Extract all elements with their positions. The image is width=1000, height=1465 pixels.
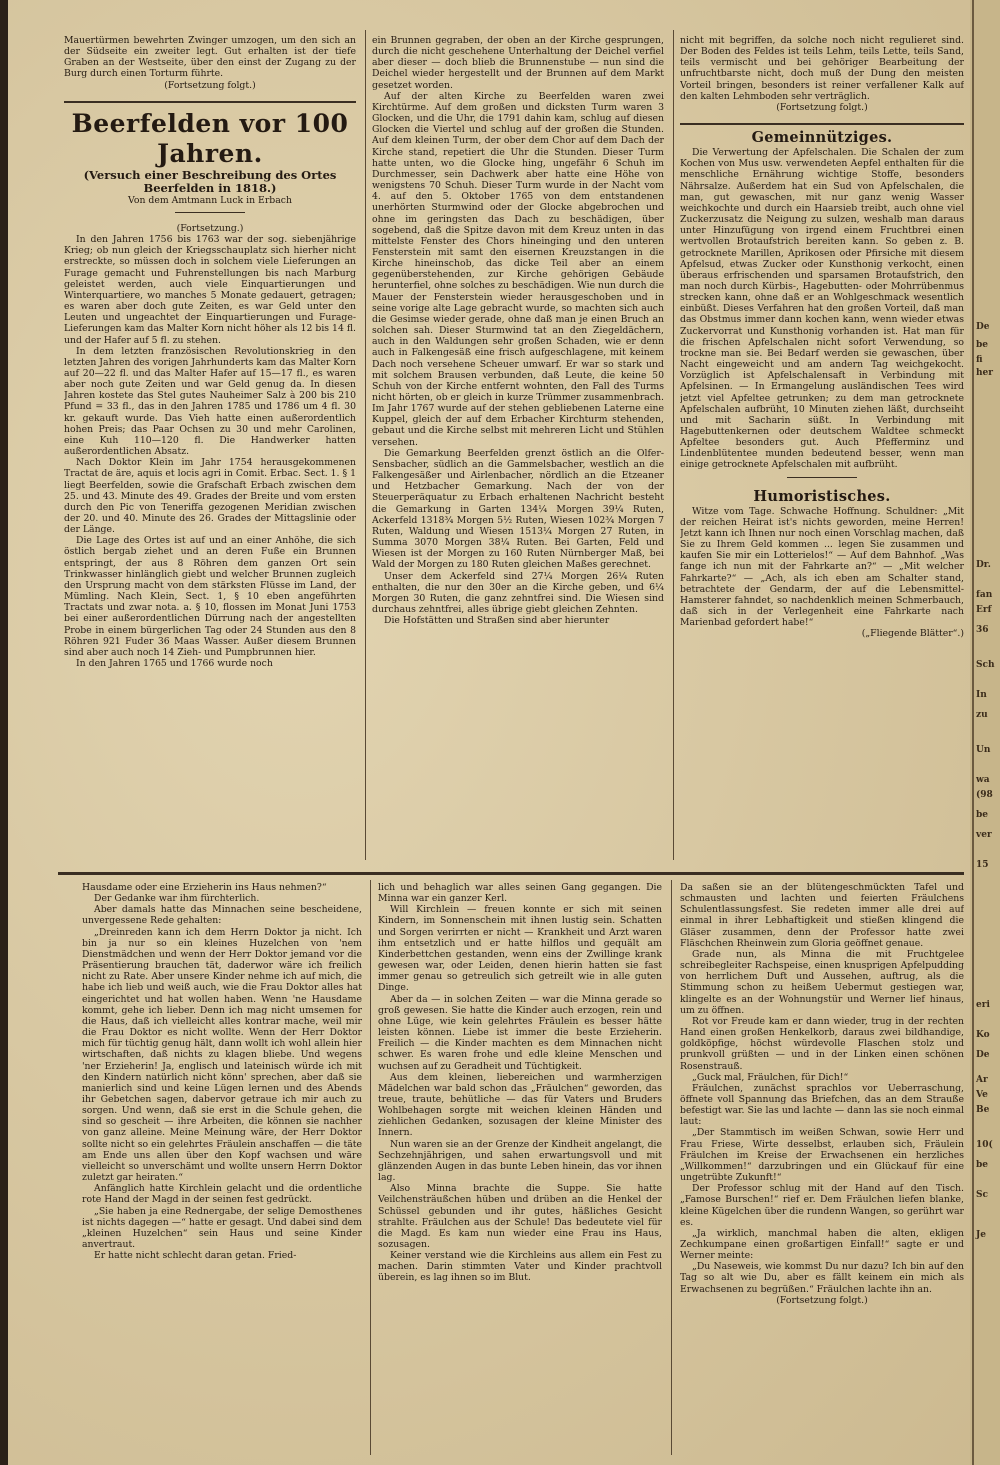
edge-text-fragment: Ko [976,1030,990,1040]
edge-text-fragment: be [976,1160,989,1170]
edge-text-fragment: zu [976,710,988,720]
story-paragraph: Rot vor Freude kam er dann wieder, trug in der rechten Hand einen großen Henkelkorb, daraus zwei bildhandige, goldköpfige, höchst würdevolle Flaschen stolz und prunkvoll grüßten — und in der Linken einen schönen Rosenstrauß. [680,1015,964,1072]
top-column-2 [372,35,664,855]
col1-intro: Mauertürmen bewehrten Zwinger umzogen, um den sich an der Südseite ein zweiter legt. Gut erhalten ist der tiefe Graben an der Westseite, über den einst der Zugang zu der Burg durch einen Torturm führte. [64,35,356,80]
bottom-column-2 [378,882,662,1452]
edge-text-fragment: Sch [976,660,995,670]
edge-text-fragment: eri [976,1000,990,1010]
story-paragraph: Hausdame oder eine Erzieherin ins Haus nehmen?“ [82,882,327,893]
story-paragraph: Aber damals hatte das Minnachen seine bescheidene, unvergessene Rede gehalten: [82,904,362,927]
edge-text-fragment: In [976,690,987,700]
article-paragraph: In den Jahren 1756 bis 1763 war der sog. siebenjährige Krieg; ob nun gleich der Kriegsschauplatz sich hierher nicht erstreckte, so müssen doch in solchem viele Lieferungen an Furage gemacht und Fuhrenstellungen bis nach Marburg geleistet werden, auch viele Einquartierungen und Winterquartiere, wo manches 5 Monate gedauert, getragen; es waren aber doch gute Zeiten, es war Geld unter den Leuten und ungeachtet der Einquartierungen und Furage-Lieferungen kam das Malter Korn nicht höher als 12 bis 14 fl. und der Hafer auf 5 fl. zu stehen. [64,234,356,346]
continued-note: (Fortsetzung folgt.) [776,1294,868,1306]
story-paragraph: „Ja wirklich, manchmal haben die alten, ekligen Zechkumpane einen großartigen Einfall!“ sagte er und Werner meinte: [680,1227,964,1262]
article-paragraph: In den Jahren 1765 und 1766 wurde noch [76,658,273,670]
edge-text-fragment: 15 [976,860,989,870]
story-paragraph: „Der Stammtisch im weißen Schwan, sowie Herr und Frau Friese, Wirte desselbst, erlauben sich, Fräulein Fräulchen im Kreise der Erwachsenen ein herzliches „Willkommen!“ darzubringen und ein Glückauf für eine ungetrübte Zukunft!“ [680,1127,964,1184]
continued-note: (Fortsetzung folgt.) [776,101,868,113]
story-paragraph: Nun waren sie an der Grenze der Kindheit angelangt, die Sechzehnjährigen, und sahen erwartungsvoll und mit glänzenden Augen in das bunte Leben hinein, das vor ihnen lag. [378,1138,662,1184]
edge-text-fragment: Un [976,745,991,755]
edge-text-fragment: Sc [976,1190,988,1200]
column-divider [370,880,371,1455]
newspaper-page [8,0,970,1465]
story-paragraph: „Sie haben ja eine Rednergabe, der selige Demosthenes ist nichts dagegen —“ hatte er gesagt. Und dabei sind dem „kleinen Huzelchen“ sein Haus und seine Kinder anvertraut. [82,1205,362,1250]
bottom-column-3 [680,882,964,1452]
story-paragraph: Aber da — in solchen Zeiten — war die Minna gerade so groß gewesen. Sie hatte die Kinder auch erzogen, rein und ohne Lüge, wie kein gelehrtes Fräulein es besser hätte leisten können. Liebe ist immer die beste Erzieherin. Freilich — die Kinder machten es dem Minnachen nicht schwer. Es waren frohe und edle kleine Menschen und wuchsen auf zu Geradheit und Tüchtigkeit. [378,993,662,1072]
adjacent-page-border [972,0,994,1465]
article-paragraph: ein Brunnen gegraben, der oben an der Kirche gesprungen, durch die nicht geschehene Unterhaltung der Deichel verfiel aber dieser — doch blieb die Brunnenstube — nun sind die Deichel wieder hergestellt und der Brunnen auf dem Markt gesetzet worden. [372,35,664,91]
edge-text-fragment: Erf [976,605,992,615]
continuation-marker: (Fortsetzung.) [176,222,244,234]
source-note: („Fliegende Blätter“.) [861,628,964,640]
bottom-column-1 [82,882,362,1452]
article-paragraph: Nach Doktor Klein im Jahr 1754 herausgekommenen Tractat de äre, aquis et locis agri in Comit. Erbac. Sect. 1. § 1 liegt Beerfelden, sowie die Grafschaft Erbach zwischen dem 25. und 43. Minute des 49. Grades der Breite und vom ersten durch den Pic von Teneriffa gezogenen Meridian zwischen der 20. und 40. Minute des 26. Grades der Mittagslinie oder der Länge. [64,457,356,536]
edge-text-fragment: her [976,368,994,378]
edge-text-fragment: De [976,322,990,332]
byline-rule [175,212,245,213]
edge-text-fragment: 36 [976,625,989,635]
story-paragraph: Er hatte nicht schlecht daran getan. Fried- [94,1250,297,1262]
story-paragraph: Der Professor schlug mit der Hand auf den Tisch. „Famose Burschen!“ rief er. Dem Fräulchen liefen blanke, kleine Kügelchen über die rundenn Wangen, so gerührt war es. [680,1183,964,1228]
article-paragraph: Unser dem Ackerfeld sind 27¼ Morgen 26¼ Ruten enthalten, die nur den 30er an die Kirche geben, und 6¼ Morgen 30 Ruten, die ganz zehntfrei sind. Die Wiesen sind durchaus zehntfrei, alles übrige giebt gleichen Zehnten. [372,570,664,615]
story-paragraph: „Du Naseweis, wie kommst Du nur dazu? Ich bin auf den Tag so alt wie Du, aber es fällt keinem ein mich als Erwachsenen zu begrüßen.“ Fräulchen lachte ihn an. [680,1261,964,1295]
story-paragraph: lich und behaglich war alles seinen Gang gegangen. Die Minna war ein ganzer Kerl. [378,882,662,905]
story-paragraph: Fräulchen, zunächst sprachlos vor Ueberraschung, öffnete voll Spannung das Briefchen, das an dem Strauße befestigt war. Sie las und lachte — dann las sie noch einmal laut: [680,1082,964,1128]
edge-text-fragment: Ar [976,1075,988,1085]
section-heading-humoristisches: Humoristisches. [753,487,891,505]
article-paragraph: Die Lage des Ortes ist auf und an einer Anhöhe, die sich östlich bergab ziehet und an deren Fuße ein Brunnen entspringt, der aus 8 Röhren dem ganzen Ort sein Trinkwasser hinlänglich giebt und welcher Brunnen zugleich den Ursprung macht von dem stärksten Flüsse im Land, der Mümling. Nach Klein, Sect. 1, § 10 eben angeführten Tractats und zwar nota. a. § 10, flossen im Monat Juni 1753 bei einer außerordentlichen Dürrung nach der angestellten Probe in einem bürgerlichen Tag oder 24 Stunden aus den 8 Röhren 921 Fuder 36 Maas Wasser. Außer diesem Brunnen sind aber auch noch 14 Zieh- und Pumpbrunnen hier. [64,535,356,658]
article-title: Beerfelden vor 100 Jahren. [71,108,349,168]
story-paragraph: „Guck mal, Fräulchen, für Dich!“ [692,1071,849,1083]
article-byline: Von dem Amtmann Luck in Erbach [128,194,292,206]
edge-text-fragment: be [976,810,989,820]
edge-text-fragment: be [976,340,989,350]
article-paragraph: Die Verwertung der Apfelschalen. Die Schalen der zum Kochen von Mus usw. verwendeten Aepfel enthalten für die menschliche Ernährung wichtige Stoffe, besonders Nährsalze. Außerdem hat ein Sud von Apfelschalen, die man, gut gewaschen, mit nur ganz wenig Wasser weichkochte und durch ein Haarsieb treibt, auch ohne viel Zuckerzusatz die Neigung zu sulzen, weshalb man daraus unter Hinzufügung von irgend einem Fruchtbrei einen wertvollen Brotaufstrich bereiten kann. So geben z. B. getrocknete Marillen, Aprikosen oder Pfirsiche mit diesem Apfelsud, etwas Zucker oder Kunsthonig verkocht, einen überaus erfrischenden und sparsamen Brotaufstrich, den man noch durch Kürbis-, Hagebutten- oder Mohrrübenmus strecken kann, ohne daß er an Wohlgeschmack wesentlich einbüßt. Dieses Verfahren hat den großen Vorteil, daß man das Obstmus immer dann kochen kann, wenn wieder etwas Zuckervorrat und Kunsthonig vorhanden ist. Hat man für die frischen Apfelschalen nicht sofort Verwendung, so trockne man sie. Bei Bedarf werden sie gewaschen, über Nacht eingeweicht und am andern Tag weichgekocht. Vorzüglich ist Apfelschalensaft in Verbindung mit Apfelsinen. — In Ermangelung ausländischen Tees wird jetzt viel Apfeltee getrunken; zu dem man getrocknete Apfelschalen aufbrüht, 10 Minuten ziehen läßt, durchseiht und mit Sacharin süßt. In Verbindung mit Hagebuttenkernen oder deutschem Waldtee schmeckt Apfeltee besonders gut. Auch Pfefferminz und Lindenblütentee munden bedeutend besser, wenn man einige getrocknete Apfelschalen mit aufbrüht. [680,147,964,471]
feuilleton-divider [58,872,964,875]
story-paragraph: Will Kirchlein — freuen konnte er sich mit seinen Kindern, im Sonnenschein mit ihnen lustig sein. Schatten und Sorgen verirrten er nicht — Krankheit und Arzt waren ihm entsetzlich und er hatte hilflos und gequält am Kinderbettchen gestanden, wenn eins der Zwillinge krank gewesen war, oder Leiden, denen hierin hatten sie fast immer genau so getreulich sich getreilt wie in alle guten Dinge. [378,904,662,994]
edge-text-fragment: wa [976,775,990,785]
top-column-1 [64,35,356,855]
column-divider [365,30,366,860]
col1-continued-note: (Fortsetzung folgt.) [164,79,256,91]
edge-text-fragment: fi [976,355,983,365]
column-divider [673,30,674,860]
article-paragraph: Die Gemarkung Beerfelden grenzt östlich an die Olfer-Sensbacher, südlich an die Gammelsbacher, westlich an die Falkengesäßer und Airlenbacher, nördlich an die Etzeaner und Hetzbacher Gemarkung. Nach der von der Steuerperäquatur zu Erbach erhaltenen Nachricht besteht die Gemarkung in Garten 134¼ Morgen 39¼ Ruten, Ackerfeld 1318¾ Morgen 5½ Ruten, Wiesen 102¾ Morgen 7 Ruten, Waldung und Wiesen 1513¼ Morgen 27 Ruten, in Summa 3070 Morgen 38¼ Ruten. Bei Garten, Feld und Wiesen ist der Morgen zu 160 Ruten Nürnberger Maß, bei Wald der Morgen zu 180 Ruten gleichen Maßes gerechnet. [372,447,664,571]
edge-text-fragment: 10( [976,1140,993,1150]
edge-text-fragment: De [976,1050,990,1060]
column-divider [671,880,672,1455]
edge-text-fragment: Be [976,1105,990,1115]
story-paragraph: Aus dem kleinen, liebereichen und warmherzigen Mädelchen war bald schon das „Fräulchen“ geworden, das treue, traute, behütliche — das für Vaters und Bruders Wohlbehagen sorgte mit weichen kleinen Händen und ziehlichen Gedanken, sozusagen der kleine Minister des Innern. [378,1071,662,1139]
article-subtitle: (Versuch einer Beschreibung des Ortes Beerfelden in 1818.) [83,167,337,195]
story-paragraph: Anfänglich hatte Kirchlein gelacht und die ordentliche rote Hand der Magd in der seinen fest gedrückt. [82,1183,362,1206]
section-rule [680,123,964,125]
section-heading-gemeinnuetziges: Gemeinnütziges. [751,129,893,147]
section-rule [787,477,857,478]
story-paragraph: Der Gedanke war ihm fürchterlich. [94,893,260,905]
edge-text-fragment: Je [976,1230,986,1240]
story-paragraph: „Dreinreden kann ich dem Herrn Doktor ja nicht. Ich bin ja nur so ein kleines Huzelchen von 'nem Dienstmädchen und wenn der Herr Doktor jemand vor die Präsentierung brauchen tät, daderwor wäre ich freilich nicht zu Rate. Aber unsere Kinder nehme ich auf mich, die habe ich lieb und weiß auch, wie die Frau Doktor alles hat eingerichtet und hat wollen haben. Wenn 'ne Hausdame kommt, gehe ich lieber. Denn ich mag nicht umsemen for die Haus, daß ich vielleicht alles kontrar mache, weil mir die Frau Doktor es nicht wollte. Wenn der Herr Doktor mich für tüchtig genug hält, dann wollt ich wohl allein hier wirtschaften, daß nichts zu klagen bliebe. Und wegens 'ner Erzieherin! Ja, englisch und lateinisch würde ich mit den Kindern natürlich nicht könn' sprechen, aber daß sie manierlich sind und keine Lügen lernen und des Abends ihr Gebetchen sagen, dabervor getraue ich mir auch zu sorgen. Und wenn, daß sie erst in die Schule gehen, die sind so gescheit — ihre Arbeiten, die können sie nachher von ganz alleine. Meine Meinung wäre, der Herr Doktor sollte nicht so ein gelehrtes Fräulein anschaffen — die täte am Ende uns allen über den Kopf wachsen und wäre vielleicht so unverschämt und wollte unsern Herrn Doktor zuletzt gar heiraten.“ [82,926,362,1184]
edge-text-fragment: ver [976,830,992,840]
article-paragraph: In dem letzten französischen Revolutionskrieg in den letzten Jahren des vorigen Jahrhunderts kam das Malter Korn auf 20—22 fl. und das Malter Hafer auf 15—17 fl., es waren aber noch gute Zeiten und war Geld genug da. In diesen Jahren kostete das Stel gutes Nauheimer Salz à 200 bis 210 Pfund = 33 fl., das in den Jahren 1785 und 1786 um 4 fl. 30 kr. gekauft wurde. Das Vieh hatte einen außerordentlich hohen Preis; das Paar Ochsen zu 30 und mehr Carolinen, eine Kuh 110—120 fl. Die Handwerker hatten außerordentlichen Absatz. [64,345,356,458]
story-paragraph: Da saßen sie an der blütengeschmückten Tafel und schmausten und lachten und feierten Fräulchens Schulentlassungsfest. Sie redeten immer alle drei auf einmal in ihrer Lebhaftigkeit und stießen klingend die Gläser zusammen, denn der Professor hatte zwei Fläschchen Rheinwein zum Gloria geöffnet genaue. [680,882,964,949]
article-paragraph: Auf der alten Kirche zu Beerfelden waren zwei Kirchtürme. Auf dem großen und dicksten Turm waren 3 Glocken, und die Uhr, die 1791 dahin kam, schlug auf diesen Glocken die Viertel und schlug auf der großen die Stunden. Auf dem kleinen Turm, der ober dem Chor auf dem Dach der Kirche stand, repetiert die Uhr die Stunden. Dieser Turm hatte unten, wo die Glocke hing, ungefähr 6 Schuh im Durchmesser, sein Dachwerk aber hatte eine Höhe von wenigstens 70 Schuh. Dieser Turm wurde in der Nacht vom 4. auf den 5. Oktober 1765 von dem entstandenen unerhörten Sturmwind oder der Glocke abgebrochen und ohne im geringsten das Dach zu beschädigen, über sogebend, daß die Spitze davon mit dem Kreuz unten in das mittelste Fenster des Chors hineinging und den unteren Fensterstein mit samt den eisernen Kreuzstangen in die Kirche hineinschob, das dicke Teil aber an einem gegenüberstehenden, zur Kirche gehörigen Gebäude herunterfiel, ohne solches zu beschädigen. Wie nun durch die Mauer der Fensterstein wieder herausgeschoben und in seine vorige alte Lage gebracht wurde, so machten sich auch die Gesimse wieder gerade, ohne daß man je einen Bruch an solchen sah. Dieser Sturmwind tat an den Ziegeldächern, auch in den Waldungen sehr großen Schaden, wie er denn auch in Falkengesäß eine frisch aufgeschlagene, mit keinem Dach noch versehene Scheuer umwarf. Er war so stark und mit solchem Brausen verbunden, daß Leute, die keine 50 Schuh von der Kirche entfernt wohnten, den Fall des Turms nicht hörten, ob er gleich in kurze Trümmer zusammenbrach. Im Jahr 1767 wurde auf der stehen gebliebenen Laterne eine Kuppel, gleich der auf dem Erbacher Kirchturm stehenden, gebaut und die Kirche selbst mit mehreren Licht und Stühlen versehen. [372,90,664,448]
top-column-3 [680,35,964,855]
edge-text-fragment: Ve [976,1090,988,1100]
edge-text-fragment: Dr. [976,560,991,570]
article-rule [64,101,356,103]
article-paragraph: Witze vom Tage. Schwache Hoffnung. Schuldner: „Mit der reichen Heirat ist's nichts geworden, meine Herren! Jetzt kann ich Ihnen nur noch einen Vorschlag machen, daß Sie zu Ihrem Geld kommen ... legen Sie zusammen und kaufen Sie mir ein Lotterielos!“ — Auf dem Bahnhof. „Was fange ich nun mit der Fahrkarte an?“ — „Mit welcher Fahrkarte?“ — „Ach, als ich eben am Schalter stand, betrachtete der Gendarm, der auf die Lebensmittel-Hamsterer fahndet, so nachdenklich meinen Schmerbauch, daß sich in der Verlegenheit eine Fahrkarte nach Marienbad gefordert habe!“ [680,505,964,629]
story-paragraph: Grade nun, als Minna die mit Fruchtgelee schreibegleiter Rachspeise, einen knusprigen Apfelpudding von herrlichem Duft und Aussehen, auftrug, als die Stimmung schon zu heißem Uebermut gestiegen war, klingelte es an der Wohnungstür und Werner lief hinaus, um zu öffnen. [680,948,964,1016]
edge-text-fragment: (98 [976,790,993,800]
story-paragraph: Keiner verstand wie die Kirchleins aus allem ein Fest zu machen. Darin stimmten Vater und Kinder prachtvoll überein, es lag ihnen so im Blut. [378,1250,662,1284]
edge-text-fragment: fan [976,590,993,600]
article-paragraph: nicht mit begriffen, da solche noch nicht regulieret sind. Der Boden des Feldes ist teils Lehm, teils Lette, teils Sand, teils vermischt und bei gehöriger Bearbeitung der unfruchtbarste nicht, doch muß der Dung den meisten Vorteil bringen, besonders ist reiner verfallener Kalk auf den kalten Lehmboden sehr verträglich. [680,35,964,102]
article-paragraph: Die Hofstätten und Straßen sind aber hierunter [384,615,610,627]
story-paragraph: Also Minna brachte die Suppe. Sie hatte Veilchensträußchen hüben und drüben an die Henkel der Schüssel gebunden und ihr gutes, häßliches Gesicht strahlte. Fräulchen aus der Schule! Das bedeutete viel für die Magd. Es kam nun wieder eine Frau ins Haus, sozusagen. [378,1183,662,1250]
